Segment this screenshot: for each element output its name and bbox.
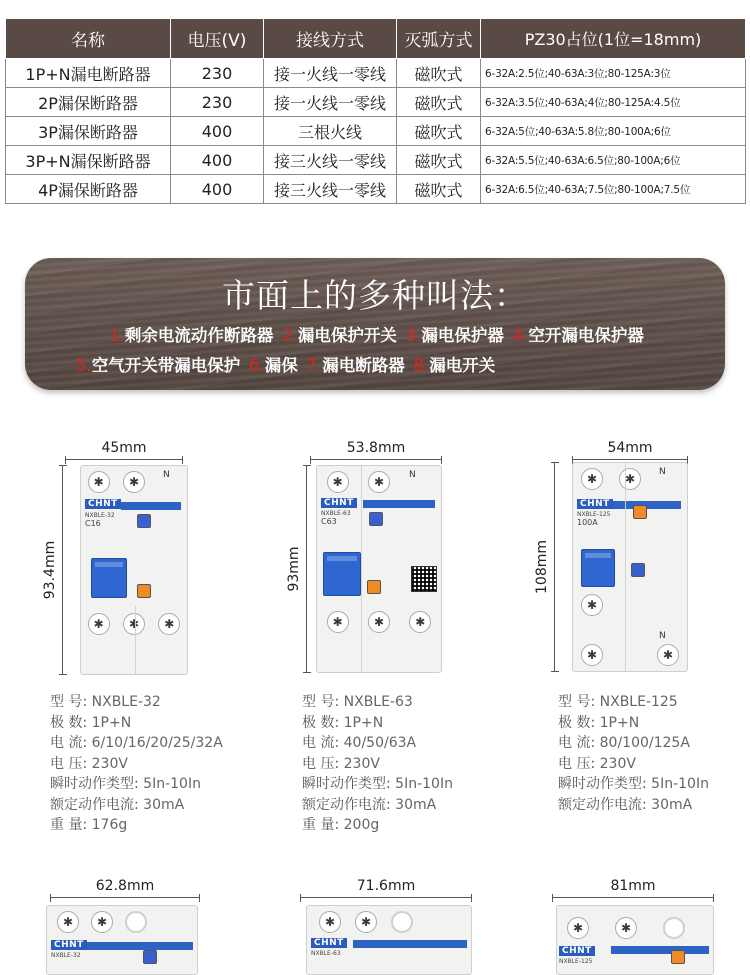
height-dimension — [44, 465, 66, 675]
terminal-screw-icon — [368, 611, 390, 633]
terminal-screw-icon — [88, 471, 110, 493]
cell-name: 1P+N漏电断路器 — [6, 59, 171, 88]
model-print: NXBLE-32 — [85, 512, 115, 519]
height-label: 93mm — [286, 546, 302, 592]
cell-arc: 磁吹式 — [397, 117, 481, 146]
cell-arc: 磁吹式 — [397, 146, 481, 175]
cell-voltage: 400 — [171, 117, 264, 146]
dimension-line — [310, 459, 442, 460]
model-print: NXBLE-63 — [321, 510, 351, 517]
rating-print: C16 — [85, 519, 101, 528]
dimension-line — [65, 459, 183, 460]
spec-item: 瞬时动作类型: 5In-10In — [302, 776, 453, 792]
terminal-screw-icon — [123, 471, 145, 493]
cell-arc: 磁吹式 — [397, 59, 481, 88]
operating-handle-icon — [581, 549, 615, 587]
table-header-row — [6, 19, 746, 59]
name-number: 8. — [413, 356, 430, 375]
header-name: 名称 — [6, 19, 171, 59]
header-pz30: PZ30占位(1位=18mm) — [481, 19, 746, 59]
terminal-hole-icon — [125, 911, 147, 933]
brand-logo: CHNT — [321, 498, 357, 508]
header-voltage: 电压(V) — [171, 19, 264, 59]
spec-item: 额定动作电流: 30mA — [302, 796, 437, 813]
spec-table — [5, 18, 746, 204]
spec-list — [558, 692, 709, 815]
cell-voltage: 230 — [171, 59, 264, 88]
terminal-hole-icon — [391, 911, 413, 933]
cell-arc: 磁吹式 — [397, 175, 481, 204]
width-label: 62.8mm — [95, 878, 155, 894]
terminal-screw-icon — [319, 911, 341, 933]
dimension-line — [572, 459, 688, 460]
terminal-screw-icon — [409, 611, 431, 633]
breaker-image-nxble-125 — [572, 462, 688, 672]
cell-name: 3P+N漏保断路器 — [6, 146, 171, 175]
cell-wiring: 接三火线一零线 — [264, 146, 397, 175]
name-number: 7. — [306, 356, 323, 375]
spec-item: 极 数: 1P+N — [302, 714, 384, 731]
dimension-line — [50, 897, 200, 898]
cell-wiring: 接三火线一零线 — [264, 175, 397, 204]
spec-item: 极 数: 1P+N — [558, 714, 640, 731]
table-row — [6, 175, 746, 204]
reset-button-icon — [633, 505, 647, 519]
terminal-screw-icon — [57, 911, 79, 933]
names-line-2 — [25, 352, 725, 376]
name-text: 漏电断路器 — [322, 356, 405, 375]
height-label: 108mm — [534, 540, 550, 594]
spec-item: 型 号: NXBLE-125 — [558, 694, 678, 710]
operating-handle-icon — [323, 552, 361, 596]
table-row — [6, 59, 746, 88]
name-number: 5. — [76, 356, 92, 375]
cell-voltage: 400 — [171, 175, 264, 204]
test-button-icon — [137, 514, 151, 528]
reset-button-icon — [671, 950, 685, 964]
width-label: 54mm — [607, 440, 653, 456]
width-dimension — [300, 878, 472, 894]
width-dimension — [50, 878, 200, 894]
model-print: NXBLE-32 — [51, 952, 81, 959]
terminal-screw-icon — [327, 611, 349, 633]
spec-item: 型 号: NXBLE-32 — [50, 694, 161, 710]
breaker-image-2p — [46, 905, 198, 975]
model-print: NXBLE-63 — [311, 950, 341, 957]
spec-item: 极 数: 1P+N — [50, 714, 132, 731]
reset-button-icon — [367, 580, 381, 594]
spec-item: 重 量: 200g — [302, 817, 380, 833]
terminal-screw-icon — [581, 644, 603, 666]
cell-name: 4P漏保断路器 — [6, 175, 171, 204]
breaker-image-nxble-63 — [316, 465, 442, 673]
cell-arc: 磁吹式 — [397, 88, 481, 117]
banner-title: 市面上的多种叫法： — [222, 276, 528, 315]
cell-pz30: 6-32A:3.5位;40-63A;4位;80-125A:4.5位 — [481, 88, 746, 117]
rating-print: 100A — [577, 518, 598, 527]
spec-list — [50, 692, 223, 836]
height-dimension — [536, 462, 558, 672]
neutral-label: N — [659, 467, 666, 477]
cell-wiring: 接一火线一零线 — [264, 59, 397, 88]
neutral-label: N — [409, 470, 416, 480]
breaker-image-nxble-32 — [80, 465, 188, 675]
name-number: 4. — [512, 326, 529, 345]
height-label: 93.4mm — [42, 540, 58, 600]
name-text: 漏电保护器 — [421, 326, 504, 345]
terminal-screw-icon — [88, 613, 110, 635]
spec-list — [302, 692, 453, 836]
spec-item: 重 量: 176g — [50, 817, 128, 833]
terminal-screw-icon — [581, 594, 603, 616]
spec-item: 额定动作电流: 30mA — [558, 796, 693, 813]
names-line-1 — [25, 322, 725, 346]
cell-name: 3P漏保断路器 — [6, 117, 171, 146]
table-row — [6, 88, 746, 117]
terminal-screw-icon — [91, 911, 113, 933]
cell-voltage: 400 — [171, 146, 264, 175]
width-label: 71.6mm — [356, 878, 416, 894]
test-button-icon — [143, 950, 157, 964]
name-number: 1. — [109, 326, 125, 345]
breaker-image-2p-63 — [306, 905, 472, 975]
width-dimension — [572, 440, 688, 456]
dimension-line — [554, 462, 555, 672]
rating-print: C63 — [321, 517, 337, 526]
cell-wiring: 三根火线 — [264, 117, 397, 146]
header-arc: 灭弧方式 — [397, 19, 481, 59]
name-number: 2. — [282, 326, 298, 345]
name-text: 漏保 — [264, 356, 298, 375]
terminal-screw-icon — [615, 917, 637, 939]
terminal-hole-icon — [663, 917, 685, 939]
neutral-label: N — [659, 631, 666, 641]
cell-voltage: 230 — [171, 88, 264, 117]
terminal-screw-icon — [657, 644, 679, 666]
dimension-line — [62, 465, 63, 675]
terminal-screw-icon — [123, 613, 145, 635]
header-wiring: 接线方式 — [264, 19, 397, 59]
name-number: 6. — [249, 356, 265, 375]
spec-item: 电 流: 40/50/63A — [302, 735, 417, 751]
cell-name: 2P漏保断路器 — [6, 88, 171, 117]
name-text: 空开漏电保护器 — [528, 326, 644, 345]
brand-logo: CHNT — [85, 499, 121, 509]
terminal-screw-icon — [158, 613, 180, 635]
spec-item: 电 压: 230V — [558, 755, 636, 772]
terminal-screw-icon — [619, 468, 641, 490]
terminal-screw-icon — [327, 471, 349, 493]
cell-pz30: 6-32A:5.5位;40-63A:6.5位;80-100A;6位 — [481, 146, 746, 175]
test-button-icon — [631, 563, 645, 577]
width-dimension — [65, 440, 183, 456]
width-label: 81mm — [610, 878, 656, 894]
width-label: 53.8mm — [346, 440, 406, 456]
cell-pz30: 6-32A:2.5位;40-63A:3位;80-125A:3位 — [481, 59, 746, 88]
brand-logo: CHNT — [577, 499, 613, 509]
terminal-screw-icon — [581, 468, 603, 490]
name-number: 3. — [405, 326, 422, 345]
model-print: NXBLE-125 — [559, 958, 593, 965]
spec-item: 瞬时动作类型: 5In-10In — [50, 776, 201, 792]
dimension-line — [300, 897, 472, 898]
neutral-label: N — [163, 470, 170, 480]
spec-item: 电 流: 6/10/16/20/25/32A — [50, 735, 223, 751]
terminal-screw-icon — [567, 917, 589, 939]
dimension-line — [552, 897, 714, 898]
name-text: 剩余电流动作断路器 — [124, 326, 274, 345]
spec-item: 电 压: 230V — [50, 755, 128, 772]
spec-item: 瞬时动作类型: 5In-10In — [558, 776, 709, 792]
cell-pz30: 6-32A:6.5位;40-63A;7.5位;80-100A;7.5位 — [481, 175, 746, 204]
name-text: 空气开关带漏电保护 — [91, 356, 241, 375]
model-print: NXBLE-125 — [577, 511, 611, 518]
spec-item: 电 压: 230V — [302, 755, 380, 772]
qr-code-icon — [411, 566, 437, 592]
brand-logo: CHNT — [311, 938, 347, 948]
cell-pz30: 6-32A:5位;40-63A:5.8位;80-100A;6位 — [481, 117, 746, 146]
terminal-screw-icon — [368, 471, 390, 493]
name-text: 漏电保护开关 — [297, 326, 397, 345]
brand-logo: CHNT — [51, 940, 87, 950]
names-banner — [25, 258, 725, 390]
brand-logo: CHNT — [559, 946, 595, 956]
cell-wiring: 接一火线一零线 — [264, 88, 397, 117]
spec-item: 型 号: NXBLE-63 — [302, 694, 413, 710]
spec-item: 电 流: 80/100/125A — [558, 735, 690, 751]
height-dimension — [288, 465, 310, 673]
reset-button-icon — [137, 584, 151, 598]
test-button-icon — [369, 512, 383, 526]
terminal-screw-icon — [355, 911, 377, 933]
spec-item: 额定动作电流: 30mA — [50, 796, 185, 813]
width-dimension — [310, 440, 442, 456]
table-row — [6, 146, 746, 175]
width-dimension — [552, 878, 714, 894]
operating-handle-icon — [91, 558, 127, 598]
width-label: 45mm — [101, 440, 147, 456]
name-text: 漏电开关 — [429, 356, 496, 375]
dimension-line — [306, 465, 307, 673]
table-row — [6, 117, 746, 146]
breaker-image-2p-125 — [556, 905, 714, 975]
